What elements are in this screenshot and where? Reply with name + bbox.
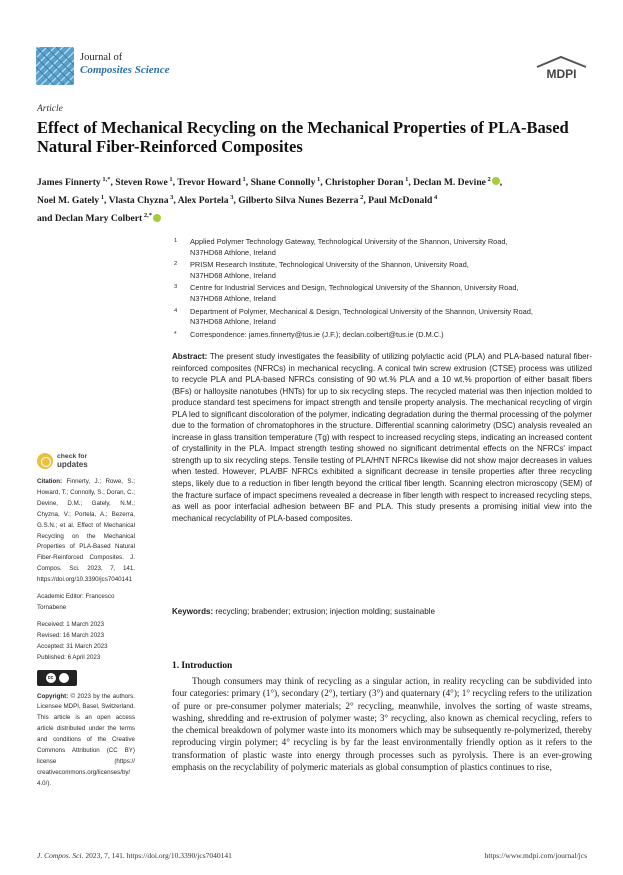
author-affiliation-marker: 2	[358, 194, 364, 202]
author-name[interactable]: and Declan Mary Colbert	[37, 213, 143, 225]
author-affiliation-marker: 1	[99, 194, 104, 202]
affiliation-line: Department of Polymer, Mechanical & Design, Technological University of the Shannon, University Road,	[190, 306, 533, 316]
date-published: Published: 6 April 2023	[37, 653, 101, 661]
author-affiliation-marker: 3	[168, 194, 174, 202]
date-received: Received: 1 March 2023	[37, 620, 105, 628]
date-accepted: Accepted: 31 March 2023	[37, 642, 108, 650]
affiliation-item	[172, 237, 592, 258]
citation-text: Finnerty, J.; Rowe, S.; Howard, T.; Connolly, S.; Doran, C.; Devine, D.M.; Gately, N.M.; Chyzna, V.; Portela, A.; Bezerra, G.S.N.; et al. Effect of Mechanical Recycling on the Mechanical Properties of PLA-Based Natural Fiber-Reinforced Composites. J. Compos. Sci. 2023, 7, 141. https://doi.org/10.3390/jcs7040141	[37, 478, 135, 584]
check-updates-line1: check for	[57, 453, 88, 460]
orcid-icon[interactable]	[492, 177, 500, 185]
keywords-label: Keywords:	[172, 607, 214, 616]
affiliation-item	[172, 260, 592, 281]
author-name[interactable]: Trevor Howard	[177, 177, 241, 189]
affiliation-item	[172, 330, 592, 341]
check-updates-icon	[37, 453, 53, 469]
author-affiliation-marker: 4	[432, 194, 438, 202]
author-affiliation-marker: 2,*	[142, 212, 153, 220]
author-list: James Finnerty $^{1,*}$, Steven Rowe $^1$, Trevor Howard $^1$, Shane Connolly $^1$, Christopher Doran $^1$, Declan M. Devine $^2$ , Noel M. Gately $^1$, Vlasta Chyzna $^3$, Alex Portela $^3$, Gilberto Silva Nunes Bezerra $^2$, Paul McDonald $^4$ and Declan Mary Colbert $^{2,*}$	[37, 176, 503, 225]
affiliation-line: N37HD68 Athlone, Ireland	[190, 317, 276, 327]
author-name[interactable]: Alex Portela	[177, 195, 229, 207]
journal-name-line1: Journal of	[80, 52, 123, 63]
copyright-label: Copyright:	[37, 692, 69, 700]
orcid-icon[interactable]	[153, 214, 161, 222]
affiliation-number: 1	[174, 238, 178, 244]
affiliation-line: PRISM Research Institute, Technological University of the Shannon, University Road,	[190, 260, 469, 270]
author-name[interactable]: Paul McDonald	[368, 195, 433, 207]
author-affiliation-marker: 1	[315, 176, 321, 183]
mdpi-logo	[534, 55, 589, 81]
affiliation-line: Applied Polymer Technology Gateway, Technological University of the Shannon, University Road,	[190, 237, 508, 246]
editor-name: Francesco Tornabene	[37, 593, 115, 611]
license-block	[37, 670, 135, 790]
dates-block	[37, 620, 135, 664]
abstract-label: Abstract:	[172, 352, 208, 361]
author-name[interactable]: Shane Connolly	[250, 177, 316, 189]
footer-citation	[37, 851, 232, 860]
affiliation-item	[172, 307, 592, 328]
date-revised: Revised: 16 March 2023	[37, 631, 105, 639]
affiliation-line: N37HD68 Athlone, Ireland	[190, 270, 276, 280]
author-name[interactable]: Steven Rowe	[115, 177, 168, 189]
author-name[interactable]: Christopher Doran	[325, 177, 404, 189]
affiliation-number: 4	[174, 307, 178, 314]
affiliation-line: Centre for Industrial Services and Design, Technological University of the Shannon, University Road,	[190, 283, 519, 293]
author-affiliation-marker: 1,*	[100, 176, 111, 183]
keywords-text: recycling; brabender; extrusion; injection molding; sustainable	[215, 607, 436, 616]
check-for-updates-button[interactable]	[37, 453, 135, 469]
cc-by-icon[interactable]: cc	[37, 670, 77, 686]
article-type: Article	[37, 104, 63, 114]
keywords	[172, 607, 592, 616]
citation-block	[37, 477, 135, 586]
copyright-text: © 2023 by the authors. Licensee MDPI, Basel, Switzerland. This article is an open access article distributed under the terms and conditions of the Creative Commons Attribution (CC BY) license (https:// creativecommons.org/licenses/by/ 4.0/).	[37, 692, 136, 787]
author-affiliation-marker: 1	[403, 176, 409, 183]
affiliation-line: N37HD68 Athlone, Ireland	[190, 247, 276, 257]
citation-label: Citation:	[37, 478, 63, 485]
affiliation-list	[172, 237, 592, 342]
article-sidebar	[37, 453, 135, 790]
affiliation-number: 2	[174, 261, 178, 268]
footer-journal-url[interactable]: https://www.mdpi.com/journal/jcs	[484, 851, 587, 860]
author-name[interactable]: James Finnerty	[37, 177, 101, 189]
author-affiliation-marker: 1	[240, 176, 246, 183]
check-updates-line2: updates	[57, 460, 88, 469]
affiliation-item	[172, 283, 592, 304]
author-name[interactable]: Declan M. Devine	[413, 177, 486, 189]
introduction-text: Though consumers may think of recycling as a singular action, in reality recycling can be subdivided into four categories: primary (1°), secondary (2°), tertiary (3°) and quaternary (4°); 1° recycling refers to the utilization of pure or pre-consumer polymer materials; 2° recycling, meanwhile, involves the sorting of waste streams, washing, shredding and re-extrusion of polymer waste; 3° recycling, also known as chemical recycling, refers to the chemical breakdown of polymer waste into its monomers which may be subsequently re-polymerized, thereby reproducing virgin polymer; 4° recycling is by far the least environmentally friendly option as it refers to the transformation of plastic waste into energy through processes such as pyrolysis. There is an ever-growing emphasis on the recyclability of polymeric materials as global consumption of plastics continues to rise,	[172, 676, 592, 773]
author-affiliation-marker: 3	[228, 194, 234, 202]
article-title: Effect of Mechanical Recycling on the Mechanical Properties of PLA-Based Natural Fiber-Reinforced Composites	[37, 118, 569, 156]
author-name[interactable]: Gilberto Silva Nunes Bezerra	[238, 195, 359, 207]
academic-editor	[37, 592, 135, 614]
footer-journal: J. Compos. Sci.	[37, 851, 84, 860]
affiliation-line: N37HD68 Athlone, Ireland	[190, 293, 276, 303]
section-heading-introduction: 1. Introduction	[172, 661, 233, 671]
author-affiliation-marker: 1	[167, 176, 173, 183]
journal-name	[80, 52, 170, 76]
journal-name-line2: Composites Science	[80, 64, 170, 76]
affiliation-number: 3	[174, 284, 178, 291]
journal-pattern-icon	[36, 47, 74, 85]
author-affiliation-marker: 2	[485, 176, 491, 183]
affiliation-line: Correspondence: james.finnerty@tus.ie (J.F.); declan.colbert@tus.ie (D.M.C.)	[190, 329, 444, 339]
footer-doi[interactable]: 2023, 7, 141. https://doi.org/10.3390/jcs7040141	[83, 851, 232, 860]
abstract-text: The present study investigates the feasibility of utilizing polylactic acid (PLA) and PLA-based natural fiber-reinforced composites (NFRCs) in mechanical recycling. A conical twin screw extrusion (CTSE) process was utilized to recycle PLA and PLA-based NFRCs consisting of 90 wt.% PLA and a 10 wt.% proportion of either basalt fibers (BFs) or halloysite nanotubes (HNTs) for up to six recycling steps. The recycled material was then injection molded to produce standard test specimens for impact strength and tensile property analysis. The mechanical recycling of virgin PLA led to significant discoloration of the polymer, indicating degradation during the thermal processing of the polymer due to the formation of chromatophores in the structure. Differential scanning calorimetry (DSC) analysis revealed an increase in glass transition temperature (Tg) with respect to increased recycling steps, indicating an increased content of crystallinity in the PLA. Impact strength testing showed no significant detrimental effects on the NFRCs' impact strength up to six recycling steps. Tensile testing of PLA/HNT NFRCs likewise did not show major decreases in values when tested. However, PLA/BF NFRCs exhibited a significant decrease in tensile properties after three recycling steps, likely due to a reduction in fiber length beyond the critical fiber length. Scanning electron microscopy (SEM) of the fracture surface of impact specimens revealed a decrease in fiber length with respect to increased recycling steps, as well as poor interfacial adhesion between BF and PLA. This study presents a promising initial view into the mechanical recyclability of PLA-based composites.	[172, 352, 593, 523]
author-name[interactable]: Noel M. Gately	[37, 195, 100, 207]
publisher-name: MDPI	[546, 67, 577, 81]
author-name[interactable]: Vlasta Chyzna	[108, 195, 169, 207]
affiliation-number: *	[174, 330, 177, 338]
abstract	[172, 351, 592, 524]
editor-label: Academic Editor:	[37, 593, 84, 601]
introduction-paragraph	[172, 675, 592, 773]
